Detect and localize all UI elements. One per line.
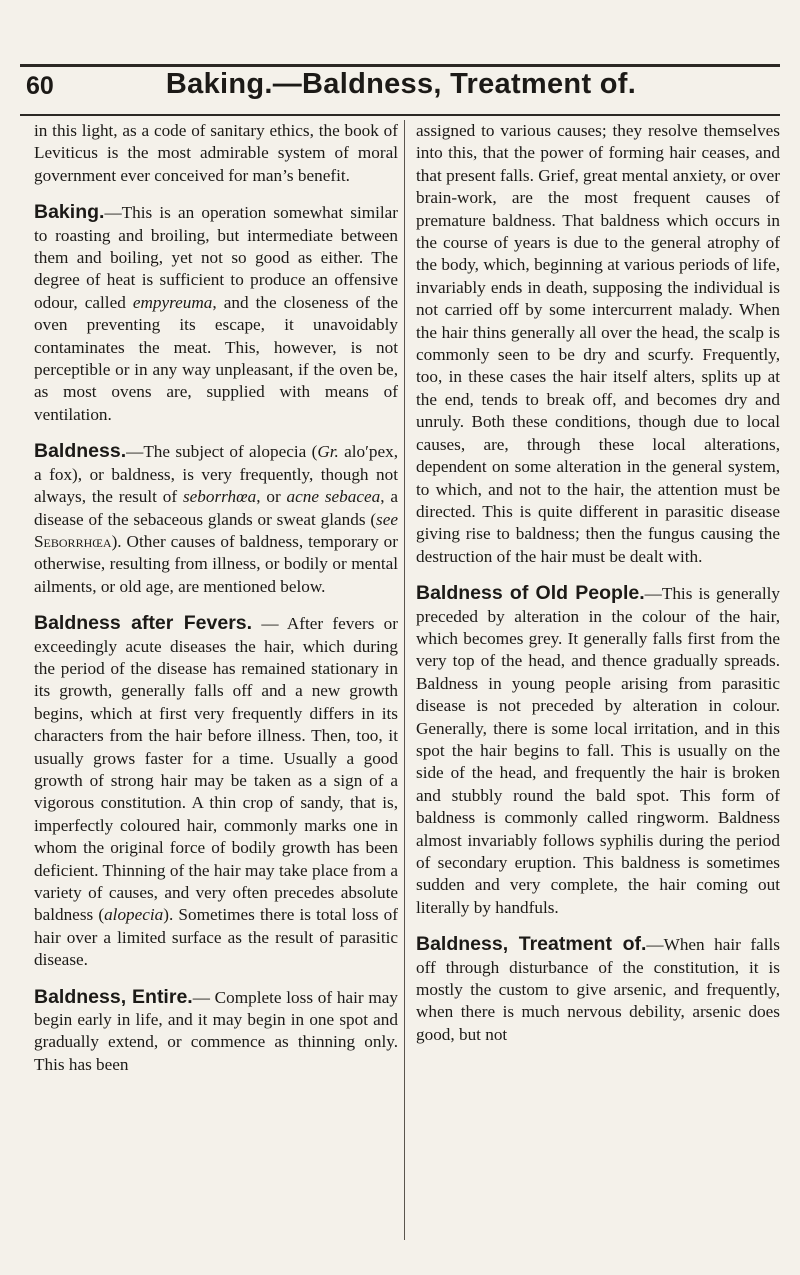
entry-text: ). Sometimes there is total loss of hair over a limited surface as the result of parasitic disease.	[34, 905, 398, 970]
top-rule	[20, 64, 780, 67]
entry-italic: seborrhœa	[182, 487, 257, 507]
entry-text: —When hair falls off through disturbance of the constitution, it is mostly the custom to give arsenic, and frequently, when there is much nervous debility, arsenic does good, but not	[416, 935, 780, 1044]
entry-text: —The subject of alopecia (	[126, 442, 318, 462]
entry-baldness-old-people	[416, 582, 780, 919]
right-column	[416, 120, 780, 1240]
entry-heading: Baldness, Entire.	[34, 985, 193, 1008]
entry-text: — Complete loss of hair may begin early in life, and it may begin in one spot and gradually extend, or commence as thinning only. This has been	[34, 987, 398, 1074]
page-number: 60	[26, 72, 54, 100]
continued-paragraph: in this light, as a code of sanitary ethics, the book of Leviticus is the most admirable system of moral government ever conceived for man’s benefit.	[34, 121, 398, 185]
header-rule	[20, 114, 780, 116]
entry-baldness-treatment	[416, 933, 780, 1046]
entry-baldness	[34, 440, 398, 598]
entry-heading: Baldness.	[34, 440, 127, 463]
entry-italic: see	[376, 509, 398, 529]
entry-baldness-entire	[34, 986, 398, 1077]
entry-heading: Baking.	[34, 201, 105, 224]
entry-italic: alopecia	[104, 905, 164, 925]
entry-text: , a disease of the sebaceous glands or sweat glands (	[34, 487, 398, 529]
column-divider	[404, 120, 405, 1240]
running-head: Baking.—Baldness, Treatment of.	[165, 68, 637, 100]
entry-italic: Gr.	[317, 442, 339, 462]
continued-paragraph: assigned to various causes; they resolve themselves into this, that the power of forming hair ceases, and that present falls. Grief, great mental anxiety, or over brain-work, are the most frequent causes of premature baldness. That baldness which occurs in the course of years is due to the general atrophy of the body, which, beginning at various periods of life, invariably ends in death, supposing the individual is not carried off by some intercurrent malady. When the hair thins generally all over the head, the scalp is commonly seen to be dry and scurfy. Frequently, too, in these cases the hair itself alters, splits up at the end, tends to break off, and becomes dry and unruly. Both these conditions, though due to local causes, are, through these local alterations, dependent on some alteration in the general system, to which, and not to the hair, the attention must be directed. This is quite different in parasitic disease giving rise to baldness; then the fungus causing the destruction of the hair must be dealt with.	[416, 121, 780, 566]
entry-text: ). Other causes of baldness, temporary or otherwise, resulting from illness, or bodily or mental ailments, or old age, are mentioned below.	[34, 531, 398, 596]
entry-baking	[34, 201, 398, 426]
page-header	[26, 68, 776, 114]
entry-text: , and the closeness of the oven preventing its escape, it unavoidably contaminates the meat. This, however, is not perceptible or in any way unpleasant, if the oven be, as most ovens are, supplied with means of ventilation.	[34, 292, 398, 424]
entry-text: —This is generally preceded by alteration in the colour of the hair, which becomes grey. It generally falls first from the very top of the head, and thence gradually spreads. Baldness in young people arising from parasitic disease is not preceded by alteration in colour. Generally, there is some local irritation, and in this spot the hair begins to fall. This is usually on the side of the head, and frequently the hair is broken and stubbly round the bald spot. This form of baldness is commonly called ringworm. Baldness almost invariably follows syphilis during the period of secondary eruption. This baldness is sometimes sudden and very complete, the hair coming out literally by handfuls.	[416, 584, 780, 917]
entry-text: — After fevers or exceedingly acute diseases the hair, which during the period of the disease has remained stationary in its growth, generally falls off and a new growth begins, which at first very frequently differs in its characters from the hair before illness. Then, too, it usually grows faster for a time. Usually a good growth of strong hair may be taken as a sign of a vigorous constitution. A thin crop of sandy, that is, imperfectly coloured hair, commonly marks one in whom the original force of bodily growth has been deficient. Thinning of the hair may take place from a variety of causes, and very often precedes absolute baldness (	[34, 614, 398, 925]
entry-heading: Baldness, Treatment of.	[416, 933, 647, 956]
entry-text: —This is an operation somewhat similar to roasting and broiling, but intermediate between them and boiling, yet not so good as either. The degree of heat is sufficient to produce an offensive odour, called	[34, 203, 398, 312]
cross-reference: Seborrhœa	[34, 531, 112, 551]
entry-heading: Baldness of Old People.	[416, 582, 645, 605]
entry-italic: acne sebacea	[286, 487, 381, 507]
entry-heading: Baldness after Fevers.	[34, 612, 253, 635]
entry-italic: empyreuma	[132, 292, 213, 312]
entry-text: , or	[256, 487, 287, 507]
entry-text: alo′pex, a fox), or baldness, is very frequently, though not always, the result of	[34, 442, 398, 507]
left-column	[34, 120, 398, 1240]
entry-baldness-after-fevers	[34, 612, 398, 972]
